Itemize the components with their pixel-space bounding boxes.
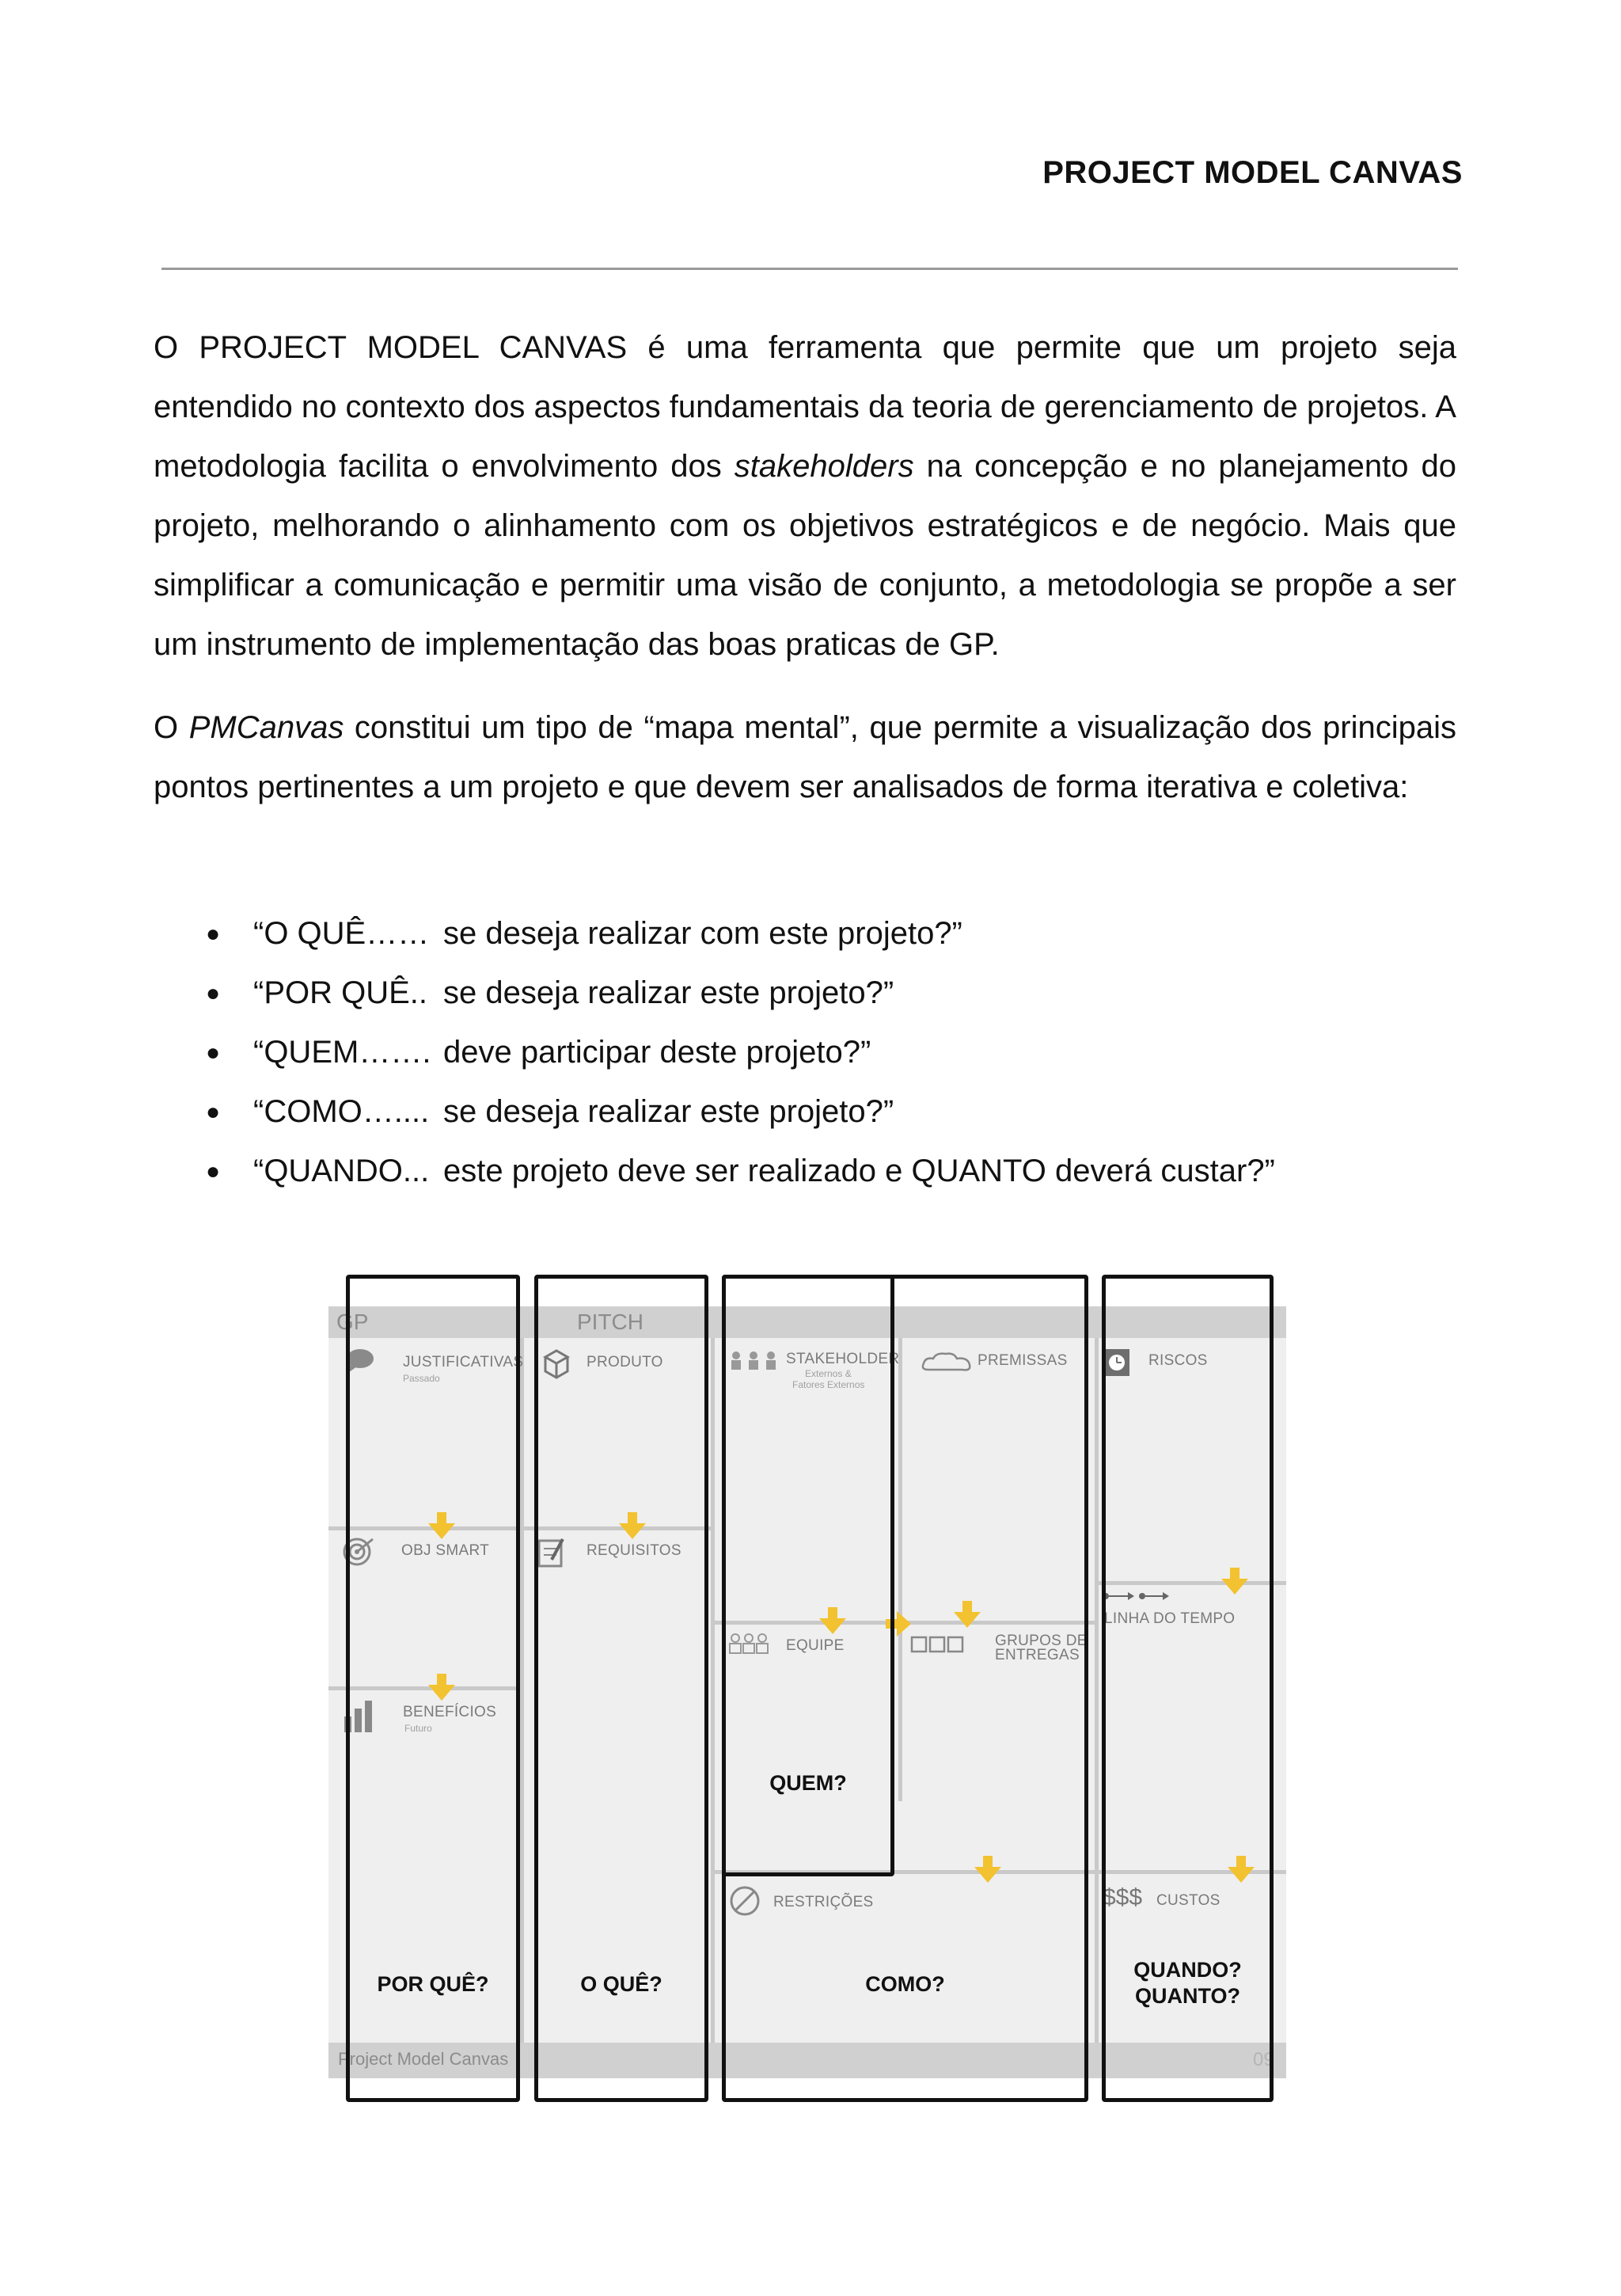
grupos-label-2: ENTREGAS [995,1647,1080,1663]
grid-line [711,1338,715,2043]
dollar-icon: $$$ [1103,1884,1143,1910]
equipe-label: EQUIPE [786,1637,845,1654]
list-item [154,904,1275,964]
pmcanvas-italic: PMCanvas [188,710,344,745]
page-title: PROJECT MODEL CANVAS [1042,155,1463,190]
bullet-text: se deseja realizar este projeto?” [443,975,894,1010]
bullet-lead: “POR QUÊ.. [253,975,428,1010]
beneficios-label: BENEFÍCIOS [403,1704,497,1720]
pmcanvas-paragraph [154,698,1456,817]
bullet-lead: “QUANDO... [253,1154,430,1188]
stakeholder-sub2: Fatores Externos [792,1379,865,1390]
grid-line [1095,1338,1099,2043]
o-que-question: O QUÊ? [580,1972,662,1996]
justificativas-label: JUSTIFICATIVAS [403,1354,524,1370]
list-item [154,1082,1275,1142]
list-item [154,1023,1275,1082]
bullet-icon: ● [206,1158,221,1184]
footer-label: Project Model Canvas [338,2049,509,2069]
produto-label: PRODUTO [587,1354,663,1370]
linha-do-tempo-label: LINHA DO TEMPO [1104,1610,1236,1627]
gp-label: GP [336,1310,369,1334]
list-item [154,1142,1275,1201]
stakeholder-label: STAKEHOLDER [786,1351,900,1367]
bullet-text: deve participar deste projeto?” [443,1035,871,1070]
custos-label: CUSTOS [1156,1892,1220,1909]
restricoes-label: RESTRIÇÕES [773,1894,874,1910]
requisitos-label: REQUISITOS [587,1542,681,1559]
pmcanvas-text-2: constitui um tipo de “mapa mental”, que permite a visualização dos principais pontos pertinentes a um projeto e que devem ser analisados de forma iterativa e coletiva: [154,710,1456,804]
bullet-text: se deseja realizar com este projeto?” [443,916,962,951]
obj-smart-label: OBJ SMART [401,1542,490,1559]
intro-paragraph [154,318,1456,675]
bullet-icon: ● [206,1040,221,1066]
bullet-text: este projeto deve ser realizado e QUANTO deverá custar?” [443,1154,1275,1188]
passado-label: Passado [403,1373,440,1384]
intro-text-2: na concepção e no planejamento do projeto, melhorando o alinhamento com os objetivos estratégicos e de negócio. Mais que simplificar a comunicação e permitir uma visão de conjunto, a metodologia se propõe a ser um instrumento de implementação das boas praticas de GP. [154,449,1457,662]
quem-question: QUEM? [769,1771,847,1795]
header-divider [161,268,1458,270]
stakeholder-sub1: Externos & [805,1368,852,1379]
intro-italic: stakeholders [734,449,914,484]
futuro-label: Futuro [404,1723,432,1734]
project-model-canvas-figure [328,1275,1294,2114]
quando-question: QUANDO? [1133,1958,1242,1982]
como-question: COMO? [865,1972,945,1996]
page-number: 09 [1253,2049,1274,2070]
list-item [154,964,1275,1023]
grid-line [520,1338,524,2043]
por-que-question: POR QUÊ? [377,1972,489,1996]
premissas-label: PREMISSAS [978,1352,1068,1369]
bullet-text: se deseja realizar este projeto?” [443,1094,894,1129]
quanto-question: QUANTO? [1135,1984,1240,2008]
bullet-lead: “COMO….... [253,1094,430,1129]
pitch-label: PITCH [577,1310,643,1334]
bullet-lead: “O QUÊ…… [253,916,430,951]
intro-text-1: O PROJECT MODEL CANVAS é uma ferramenta que permite que um projeto seja entendido no contexto dos aspectos fundamentais da teoria de gerenciamento de projetos. A metodologia facilita o envolvimento dos [154,330,1456,484]
bullet-icon: ● [206,921,221,947]
bullet-icon: ● [206,1099,221,1125]
bullet-icon: ● [206,980,221,1006]
grupos-label-1: GRUPOS DE [995,1633,1088,1649]
question-list [154,904,1275,1201]
bullet-lead: “QUEM……. [253,1035,431,1070]
riscos-label: RISCOS [1148,1352,1208,1369]
pmcanvas-text-1: O [154,710,189,745]
